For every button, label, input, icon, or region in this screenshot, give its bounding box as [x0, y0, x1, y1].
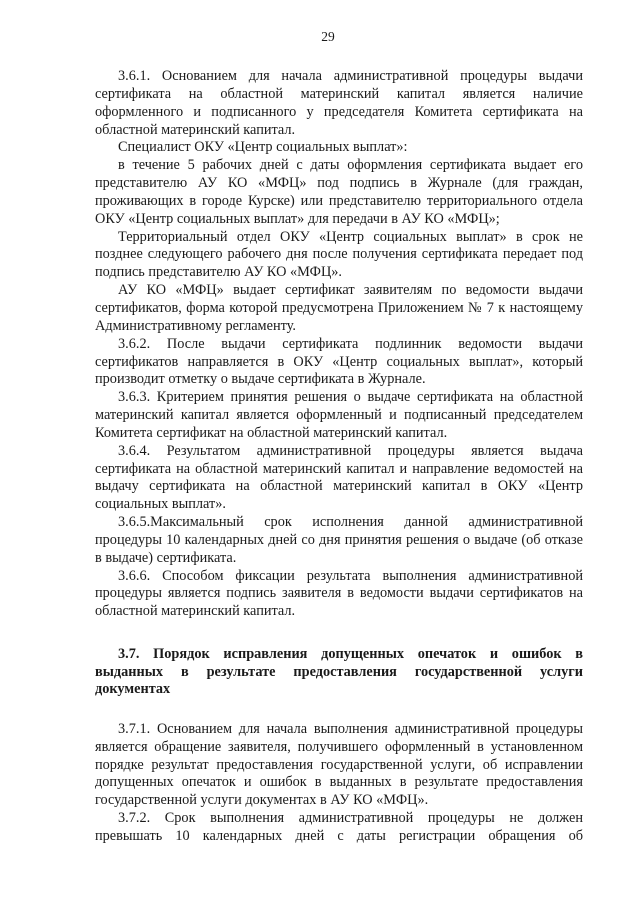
paragraph-3-6-3: 3.6.3. Критерием принятия решения о выдаче сертификата на областной материнский капитал является оформленный и подписанный председателем Комитета сертификат на областной материнский капитал.	[95, 389, 583, 441]
page-number: 29	[321, 29, 335, 44]
paragraph-3-6-2: 3.6.2. После выдачи сертификата подлинник ведомости выдачи сертификатов направляется в ОКУ «Центр социальных выплат», который производит отметку о выдаче сертификата в Журнале.	[95, 335, 583, 388]
paragraph-specialist-intro: Специалист ОКУ «Центр социальных выплат»:	[118, 139, 408, 156]
document-body	[95, 68, 583, 846]
section-heading-3-7: 3.7. Порядок исправления допущенных опечаток и ошибок в выданных в результате предоставления государственной услуги документах	[95, 646, 583, 698]
paragraph-3-6-4: 3.6.4. Результатом административной процедуры является выдача сертификата на областной материнский капитал и направление ведомостей на выдачу сертификата на областной материнский капитал в ОКУ «Центр социальных выплат».	[95, 442, 583, 513]
paragraph-issue-within-5-days: в течение 5 рабочих дней с даты оформления сертификата выдает его представителю АУ КО «МФЦ» под подпись в Журнале (для граждан, проживающих в городе Курске) или представителю территориального отдела ОКУ «Центр социальных выплат» для передачи в АУ КО «МФЦ»;	[95, 157, 583, 227]
paragraph-3-7-2: 3.7.2. Срок выполнения административной процедуры не должен превышать 10 календарных дней с даты регистрации обращения об	[95, 810, 583, 844]
paragraph-mfc-issues-certificate: АУ КО «МФЦ» выдает сертификат заявителям по ведомости выдачи сертификатов, форма которой предусмотрена Приложением № 7 к настоящему Административному регламенту.	[95, 282, 583, 334]
paragraph-3-6-6: 3.6.6. Способом фиксации результата выполнения административной процедуры является подпись заявителя в ведомости выдачи сертификатов на областной материнский капитал.	[95, 567, 583, 620]
paragraph-3-7-1: 3.7.1. Основанием для начала выполнения административной процедуры является обращение заявителя, получившего оформленный в установленном порядке результат предоставления государственной услуги, об исправлении допущенных опечаток и ошибок в выданных в результате предоставления государственной услуги документах в АУ КО «МФЦ».	[95, 720, 583, 809]
paragraph-3-6-5: 3.6.5.Максимальный срок исполнения данной административной процедуры 10 календарных дней со дня принятия решения о выдаче (об отказе в выдаче) сертификата.	[95, 514, 583, 566]
paragraph-3-6-1: 3.6.1. Основанием для начала административной процедуры выдачи сертификата на областной материнский капитал является наличие оформленного и подписанного у председателя Комитета сертификата на областной материнский капитал.	[95, 68, 583, 138]
paragraph-territorial-department: Территориальный отдел ОКУ «Центр социальных выплат» в срок не позднее следующего рабочего дня после получения сертификата передает под подпись представителю АУ КО «МФЦ».	[95, 228, 583, 281]
